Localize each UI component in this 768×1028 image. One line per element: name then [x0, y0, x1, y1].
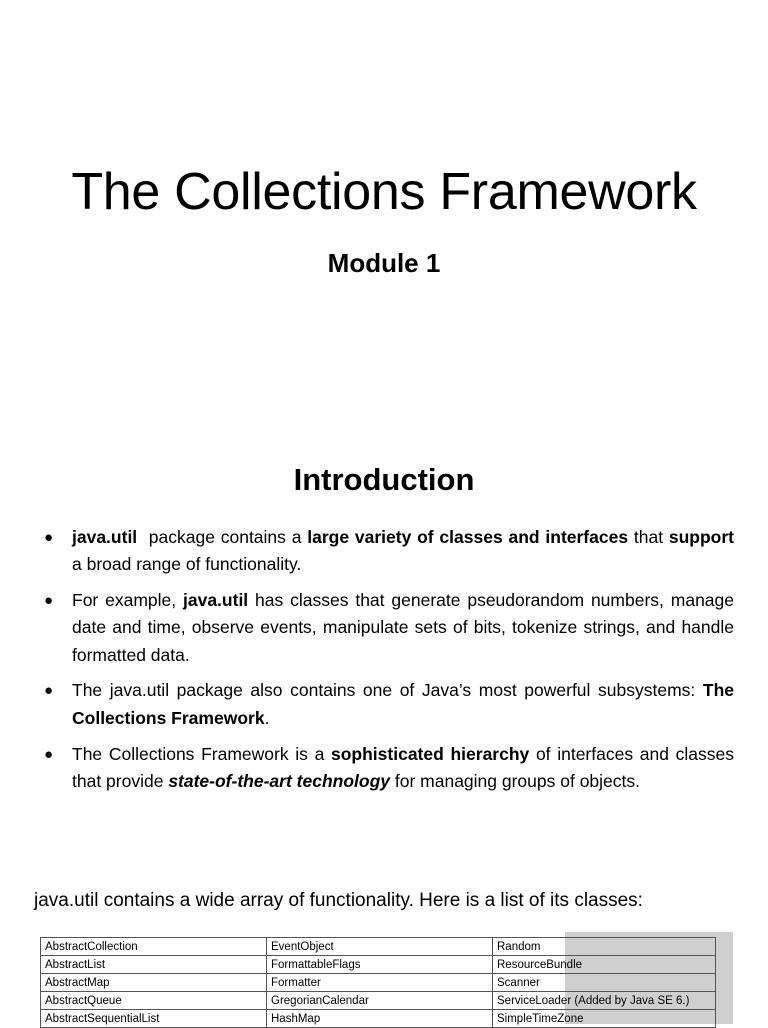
text-run: has classes that generate pseudorandom numbers, manage date and time, observe events, manipulate sets of bits, tokenize strings, and handle formatted data.	[72, 590, 735, 665]
text-run: for managing groups of objects.	[390, 770, 641, 791]
text-run: The Collections Framework is a	[72, 743, 331, 764]
document-title: The Collections Framework	[71, 163, 697, 221]
table-cell: HashMap	[267, 1010, 493, 1028]
table-cell: GregorianCalendar	[267, 992, 493, 1010]
table-cell: SimpleTimeZone	[493, 1010, 716, 1028]
introduction-heading: Introduction	[293, 462, 475, 497]
bullet-text	[72, 590, 734, 665]
table-cell: FormattableFlags	[267, 956, 493, 974]
table-cell: ResourceBundle	[493, 956, 716, 974]
text-run: a broad range of functionality.	[72, 554, 302, 575]
text-run: that	[628, 527, 669, 547]
bullet-item	[40, 741, 734, 796]
text-run: of interfaces and classes that provide	[72, 743, 734, 791]
text-run: support	[668, 527, 735, 547]
table-cell: ServiceLoader (Added by Java SE 6.)	[493, 992, 716, 1010]
text-run: The java.util package also contains one of Java’s most powerful subsystems:	[72, 680, 703, 701]
table-cell: AbstractMap	[41, 974, 267, 992]
bullet-text	[72, 680, 734, 727]
table-cell: AbstractQueue	[41, 992, 267, 1010]
table-cell: Formatter	[267, 974, 493, 992]
bullet-text	[72, 527, 734, 574]
module-label: Module 1	[327, 248, 441, 278]
bullet-item	[40, 524, 734, 579]
bullet-dot-icon: ●	[44, 682, 54, 700]
bullet-dot-icon: ●	[44, 592, 54, 610]
table-row	[41, 956, 716, 974]
bullet-list	[40, 524, 734, 804]
text-run: The Collections Framework	[72, 680, 734, 728]
bullet-item	[40, 587, 734, 669]
text-run: sophisticated hierarchy	[331, 743, 530, 764]
bullet-item	[40, 677, 734, 732]
table-cell: EventObject	[267, 938, 493, 956]
table-row	[41, 992, 716, 1010]
table-row	[41, 1010, 716, 1028]
bullet-dot-icon: ●	[44, 745, 54, 763]
table-cell: AbstractList	[41, 956, 267, 974]
bullet-text	[72, 744, 734, 791]
table-row	[41, 938, 716, 956]
text-run: java.util	[183, 590, 249, 611]
table-cell: Random	[493, 938, 716, 956]
table-row	[41, 974, 716, 992]
table-cell: AbstractSequentialList	[41, 1010, 267, 1028]
text-run: state-of-the-art technology	[168, 770, 390, 791]
text-run: java.util	[72, 527, 138, 547]
class-list-intro: java.util contains a wide array of functionality. Here is a list of its classes:	[34, 890, 643, 911]
table-cell: Scanner	[493, 974, 716, 992]
class-table	[40, 937, 716, 1028]
text-run: .	[264, 707, 270, 728]
bullet-dot-icon: ●	[44, 529, 54, 546]
text-run: For example,	[72, 590, 183, 611]
text-run: package contains a	[137, 527, 308, 547]
table-cell: AbstractCollection	[41, 938, 267, 956]
text-run: large variety of classes and interfaces	[307, 527, 629, 547]
